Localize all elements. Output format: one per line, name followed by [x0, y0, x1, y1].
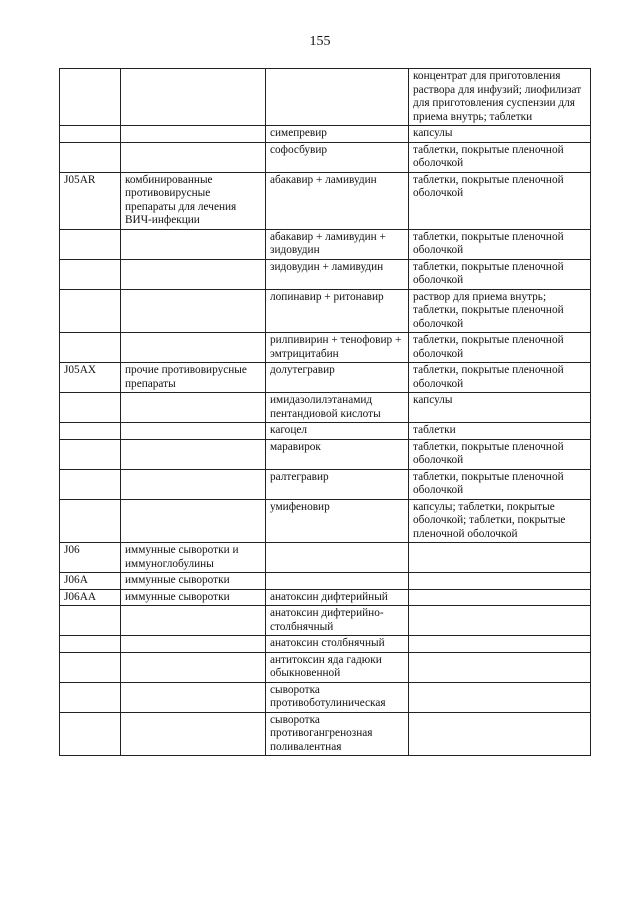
table-row: [60, 543, 591, 573]
table-row: [60, 333, 591, 363]
anatomical-therapeutic-group-cell: [121, 682, 266, 712]
dosage-form-cell: таблетки, покрытые пленочной оболочкой: [409, 259, 591, 289]
drug-name-cell: абакавир + ламивудин: [266, 172, 409, 229]
anatomical-therapeutic-group-cell: [121, 126, 266, 143]
atc-code-cell: [60, 69, 121, 126]
table-row: [60, 652, 591, 682]
dosage-form-cell: капсулы: [409, 126, 591, 143]
table-row: [60, 712, 591, 756]
dosage-form-cell: [409, 682, 591, 712]
anatomical-therapeutic-group-cell: иммунные сыворотки и иммуноглобулины: [121, 543, 266, 573]
dosage-form-cell: таблетки, покрытые пленочной оболочкой: [409, 172, 591, 229]
atc-code-cell: [60, 423, 121, 440]
anatomical-therapeutic-group-cell: [121, 393, 266, 423]
page-number: 155: [309, 34, 331, 49]
dosage-form-cell: таблетки, покрытые пленочной оболочкой: [409, 439, 591, 469]
drug-name-cell: зидовудин + ламивудин: [266, 259, 409, 289]
table-row: [60, 606, 591, 636]
drug-name-cell: анатоксин дифтерийно-столбнячный: [266, 606, 409, 636]
anatomical-therapeutic-group-cell: [121, 439, 266, 469]
table-row: [60, 682, 591, 712]
dosage-form-cell: капсулы: [409, 393, 591, 423]
table-row: [60, 469, 591, 499]
drug-name-cell: сыворотка противогангренозная поливалентная: [266, 712, 409, 756]
dosage-form-cell: таблетки, покрытые пленочной оболочкой: [409, 229, 591, 259]
atc-code-cell: [60, 682, 121, 712]
table-row: [60, 142, 591, 172]
atc-code-cell: [60, 636, 121, 653]
atc-code-cell: [60, 499, 121, 543]
table-row: [60, 573, 591, 590]
drug-name-cell: сыворотка противоботулиническая: [266, 682, 409, 712]
dosage-form-cell: таблетки, покрытые пленочной оболочкой: [409, 333, 591, 363]
table-row: [60, 363, 591, 393]
dosage-form-cell: раствор для приема внутрь; таблетки, покрытые пленочной оболочкой: [409, 289, 591, 333]
drug-name-cell: маравирок: [266, 439, 409, 469]
table-row: [60, 229, 591, 259]
dosage-form-cell: [409, 589, 591, 606]
drug-name-cell: рилпивирин + тенофовир + эмтрицитабин: [266, 333, 409, 363]
anatomical-therapeutic-group-cell: иммунные сыворотки: [121, 589, 266, 606]
dosage-form-cell: [409, 636, 591, 653]
anatomical-therapeutic-group-cell: [121, 652, 266, 682]
anatomical-therapeutic-group-cell: иммунные сыворотки: [121, 573, 266, 590]
anatomical-therapeutic-group-cell: [121, 142, 266, 172]
table-row: [60, 423, 591, 440]
atc-code-cell: [60, 712, 121, 756]
table-row: [60, 126, 591, 143]
anatomical-therapeutic-group-cell: комбинированные противовирусные препараты для лечения ВИЧ-инфекции: [121, 172, 266, 229]
atc-code-cell: [60, 439, 121, 469]
drug-name-cell: софосбувир: [266, 142, 409, 172]
drug-table: [59, 68, 591, 756]
anatomical-therapeutic-group-cell: [121, 712, 266, 756]
anatomical-therapeutic-group-cell: прочие противовирусные препараты: [121, 363, 266, 393]
table-row: [60, 499, 591, 543]
drug-name-cell: [266, 69, 409, 126]
anatomical-therapeutic-group-cell: [121, 229, 266, 259]
dosage-form-cell: таблетки, покрытые пленочной оболочкой: [409, 363, 591, 393]
dosage-form-cell: капсулы; таблетки, покрытые оболочкой; таблетки, покрытые пленочной оболочкой: [409, 499, 591, 543]
table-body: [60, 69, 591, 756]
atc-code-cell: [60, 259, 121, 289]
drug-name-cell: анатоксин столбнячный: [266, 636, 409, 653]
drug-name-cell: ралтегравир: [266, 469, 409, 499]
atc-code-cell: [60, 652, 121, 682]
table-row: [60, 439, 591, 469]
drug-name-cell: долутегравир: [266, 363, 409, 393]
anatomical-therapeutic-group-cell: [121, 469, 266, 499]
dosage-form-cell: таблетки, покрытые пленочной оболочкой: [409, 469, 591, 499]
atc-code-cell: J05AX: [60, 363, 121, 393]
drug-name-cell: [266, 573, 409, 590]
drug-name-cell: имидазолилэтанамид пентандиовой кислоты: [266, 393, 409, 423]
drug-name-cell: антитоксин яда гадюки обыкновенной: [266, 652, 409, 682]
atc-code-cell: [60, 393, 121, 423]
anatomical-therapeutic-group-cell: [121, 289, 266, 333]
table-row: [60, 393, 591, 423]
atc-code-cell: J05AR: [60, 172, 121, 229]
table-row: [60, 636, 591, 653]
atc-code-cell: [60, 126, 121, 143]
table-row: [60, 69, 591, 126]
dosage-form-cell: [409, 606, 591, 636]
anatomical-therapeutic-group-cell: [121, 69, 266, 126]
anatomical-therapeutic-group-cell: [121, 636, 266, 653]
drug-name-cell: симепревир: [266, 126, 409, 143]
table-row: [60, 172, 591, 229]
dosage-form-cell: [409, 543, 591, 573]
drug-name-cell: анатоксин дифтерийный: [266, 589, 409, 606]
dosage-form-cell: концентрат для приготовления раствора для инфузий; лиофилизат для приготовления суспензии для приема внутрь; таблетки: [409, 69, 591, 126]
atc-code-cell: [60, 142, 121, 172]
anatomical-therapeutic-group-cell: [121, 423, 266, 440]
atc-code-cell: [60, 289, 121, 333]
atc-code-cell: [60, 229, 121, 259]
anatomical-therapeutic-group-cell: [121, 259, 266, 289]
table-row: [60, 259, 591, 289]
dosage-form-cell: [409, 573, 591, 590]
drug-name-cell: [266, 543, 409, 573]
drug-name-cell: умифеновир: [266, 499, 409, 543]
dosage-form-cell: таблетки: [409, 423, 591, 440]
dosage-form-cell: таблетки, покрытые пленочной оболочкой: [409, 142, 591, 172]
atc-code-cell: [60, 606, 121, 636]
atc-code-cell: [60, 469, 121, 499]
atc-code-cell: J06AA: [60, 589, 121, 606]
drug-name-cell: кагоцел: [266, 423, 409, 440]
anatomical-therapeutic-group-cell: [121, 333, 266, 363]
dosage-form-cell: [409, 652, 591, 682]
drug-name-cell: абакавир + ламивудин + зидовудин: [266, 229, 409, 259]
anatomical-therapeutic-group-cell: [121, 499, 266, 543]
atc-code-cell: J06A: [60, 573, 121, 590]
table-row: [60, 289, 591, 333]
drug-name-cell: лопинавир + ритонавир: [266, 289, 409, 333]
dosage-form-cell: [409, 712, 591, 756]
atc-code-cell: J06: [60, 543, 121, 573]
table-row: [60, 589, 591, 606]
atc-code-cell: [60, 333, 121, 363]
anatomical-therapeutic-group-cell: [121, 606, 266, 636]
